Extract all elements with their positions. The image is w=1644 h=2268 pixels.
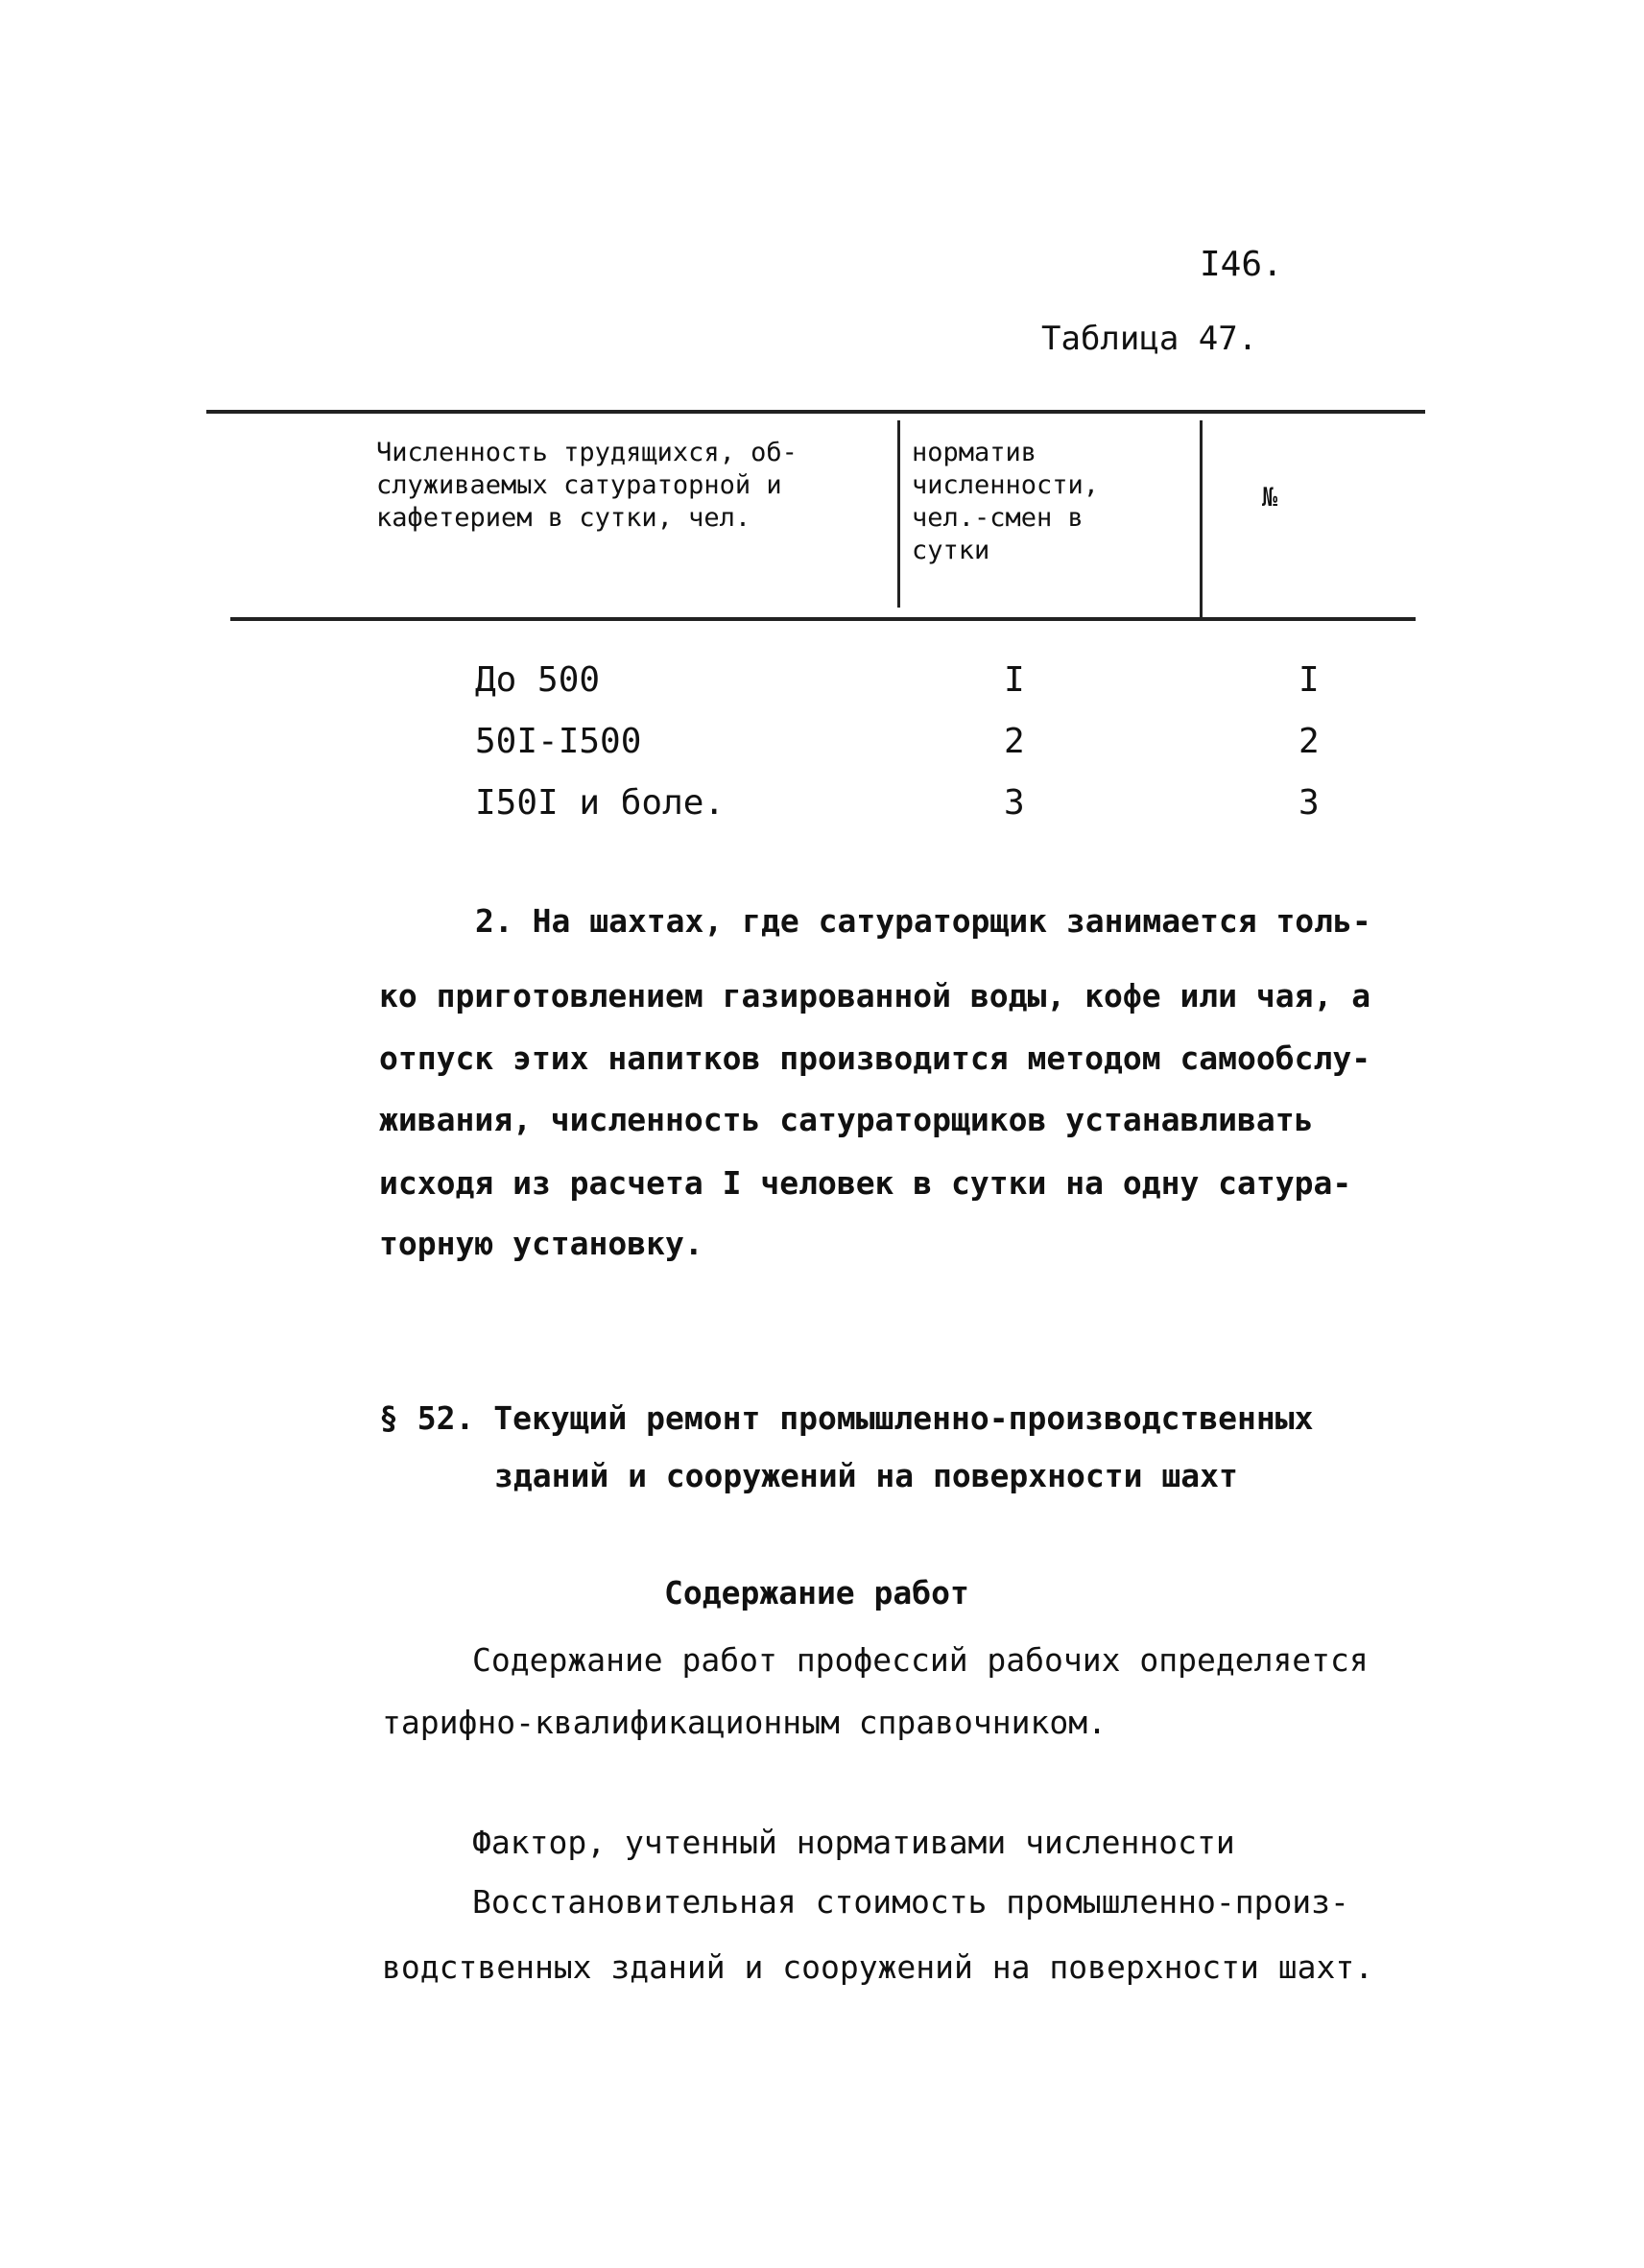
factor-line: водственных зданий и сооружений на поверхности шахт. xyxy=(382,1948,1374,1986)
paragraph-line: живания, численность сатураторщиков устанавливать xyxy=(379,1101,1314,1138)
table-column-divider xyxy=(1200,420,1203,617)
section-title: § 52. Текущий ремонт промышленно-производственных xyxy=(379,1399,1314,1437)
table-header-rule xyxy=(230,617,1416,621)
page-number: I46. xyxy=(1200,245,1283,284)
factor-line: Восстановительная стоимость промышленно-произ- xyxy=(472,1883,1349,1921)
table-cell: I50I и боле. xyxy=(475,783,726,823)
paragraph-line: исходя из расчета I человек в сутки на одну сатура- xyxy=(379,1164,1352,1202)
table-header-number: № xyxy=(1262,483,1278,513)
table-cell: I xyxy=(1299,660,1320,700)
table-cell: 2 xyxy=(1299,722,1320,761)
table-cell: 2 xyxy=(1004,722,1025,761)
table-column-divider xyxy=(897,420,900,608)
paragraph-line: 2. На шахтах, где сатураторщик занимается толь- xyxy=(475,902,1371,940)
paragraph-line: ко приготовлением газированной воды, кофе или чая, а xyxy=(379,977,1371,1015)
table-cell: 50I-I500 xyxy=(475,722,642,761)
table-cell: I xyxy=(1004,660,1025,700)
work-content-heading: Содержание работ xyxy=(664,1574,969,1611)
table-cell: 3 xyxy=(1004,783,1025,823)
section-title: зданий и сооружений на поверхности шахт xyxy=(494,1457,1238,1494)
work-content-line: тарифно-квалификационным справочником. xyxy=(382,1704,1107,1741)
table-top-rule xyxy=(206,410,1425,414)
factor-heading: Фактор, учтенный нормативами численности xyxy=(472,1824,1235,1861)
paragraph-line: отпуск этих напитков производится методом самообслу- xyxy=(379,1039,1371,1077)
table-cell: До 500 xyxy=(475,660,601,700)
table-title: Таблица 47. xyxy=(1041,320,1258,358)
table-header-norm: норматив численности, чел.-смен в сутки xyxy=(912,438,1100,565)
table-cell: 3 xyxy=(1299,783,1320,823)
paragraph-line: торную установку. xyxy=(379,1225,703,1262)
work-content-line: Содержание работ профессий рабочих определяется xyxy=(472,1641,1369,1679)
table-header-population: Численность трудящихся, об- служиваемых сатураторной и кафетерием в сутки, чел. xyxy=(376,438,798,533)
